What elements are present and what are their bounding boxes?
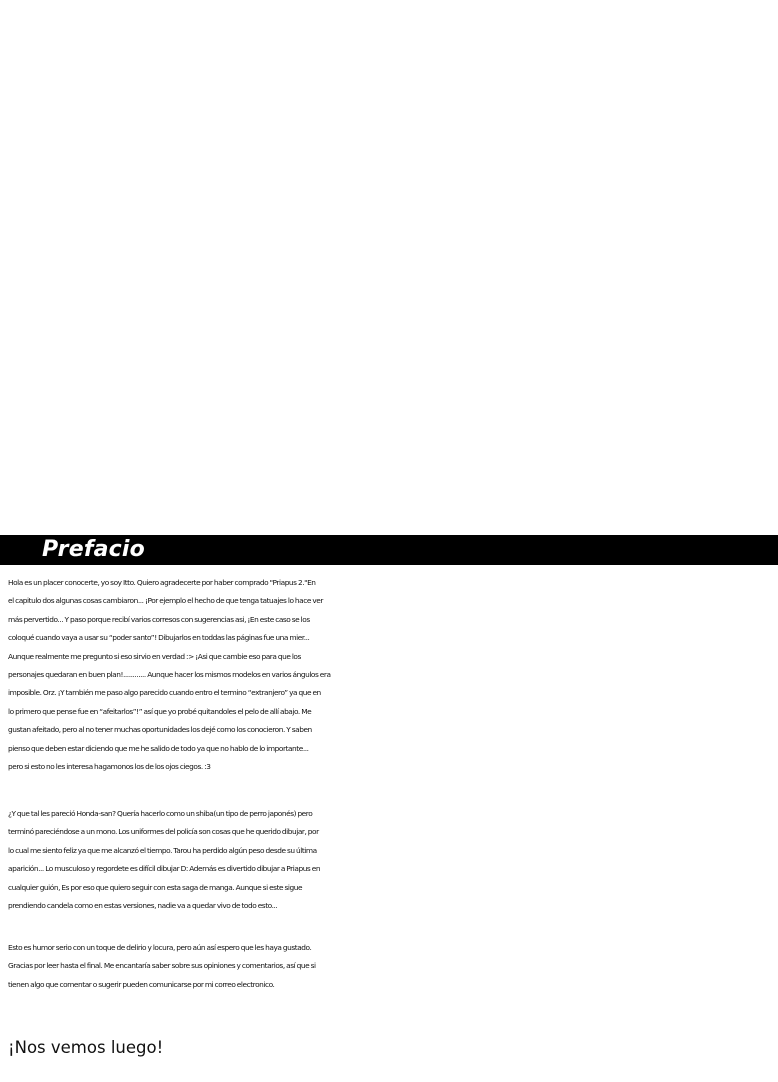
text-line: Gracias por leer hasta el final. Me encantaría saber sobre sus opiniones y comentarios, así que si [8, 961, 316, 971]
text-line: lo cual me siento feliz ya que me alcanzó el tiempo. Tarou ha perdido algún peso desde su última [8, 845, 317, 855]
text-line: cualquier guión, Es por eso que quiero seguir con esta saga de manga. Aunque si este sigue [8, 882, 303, 892]
text-line: Hola es un placer conocerte, yo soy Itto. Quiero agradecerte por haber comprado "Priapus 2."En [8, 578, 316, 587]
text-line: lo primero que pense fue en “afeitarlos”!” así que yo probé quitandoles el pelo de allí abajo. Me [8, 706, 312, 716]
text-line: personajes quedaran en buen plan!............ Aunque hacer los mismos modelos en varios ángulos era [8, 670, 331, 680]
text-line: coloqué cuando vaya a usar su “poder santo”! Dibujarlos en toddas las páginas fue una mier... [8, 633, 310, 643]
text-line: ¿Y que tal les pareció Honda-san? Quería hacerlo como un shiba(un tipo de perro japonés) pero [8, 809, 313, 818]
text-line: más pervertido... Y paso porque recibí varios corresos con sugerencias asi, ¡En este caso se los [8, 614, 310, 624]
text-line: gustan afeitado, pero al no tener muchas oportunidades los dejé como los conocieron. Y saben [8, 725, 312, 735]
closing-line: ¡Nos vemos luego! [8, 1038, 164, 1057]
section-title-bar [0, 535, 778, 565]
text-line: tienen algo que comentar o sugerir pueden comunicarse por mi correo electronico. [8, 979, 275, 989]
text-line: el capitulo dos algunas cosas cambiaron... ¡Por ejemplo el hecho de que tenga tatuajes lo hace ver [8, 596, 323, 606]
text-line: Aunque realmente me pregunto si eso sirvio en verdad :> ¡Asi que cambie eso para que los [8, 651, 301, 661]
text-line: pienso que deben estar diciendo que me he salido de todo ya que no hablo de lo importante... [8, 743, 309, 753]
blank-page-area [0, 0, 778, 535]
section-title: Prefacio [42, 537, 145, 562]
text-line: prendiendo candela como en estas versiones, nadie va a quedar vivo de todo esto... [8, 901, 278, 911]
paragraph-3 [8, 939, 774, 994]
text-line: pero si esto no les interesa hagamonos los de los ojos ciegos. :3 [8, 762, 211, 772]
paragraph-2 [8, 805, 774, 915]
text-line: aparición... Lo musculoso y regordete es difícil dibujar D: Además es divertido dibujar a Priapus en [8, 864, 321, 874]
paragraph-1 [8, 574, 774, 776]
text-line: imposible. Orz. ¡Y también me paso algo parecido cuando entro el termino “extranjero” ya que en [8, 688, 321, 698]
text-line: terminó pareciéndose a un mono. Los uniformes del policía son cosas que he querido dibujar, por [8, 827, 319, 837]
text-line: Esto es humor serio con un toque de delirio y locura, pero aún así espero que les haya gustado. [8, 943, 312, 952]
